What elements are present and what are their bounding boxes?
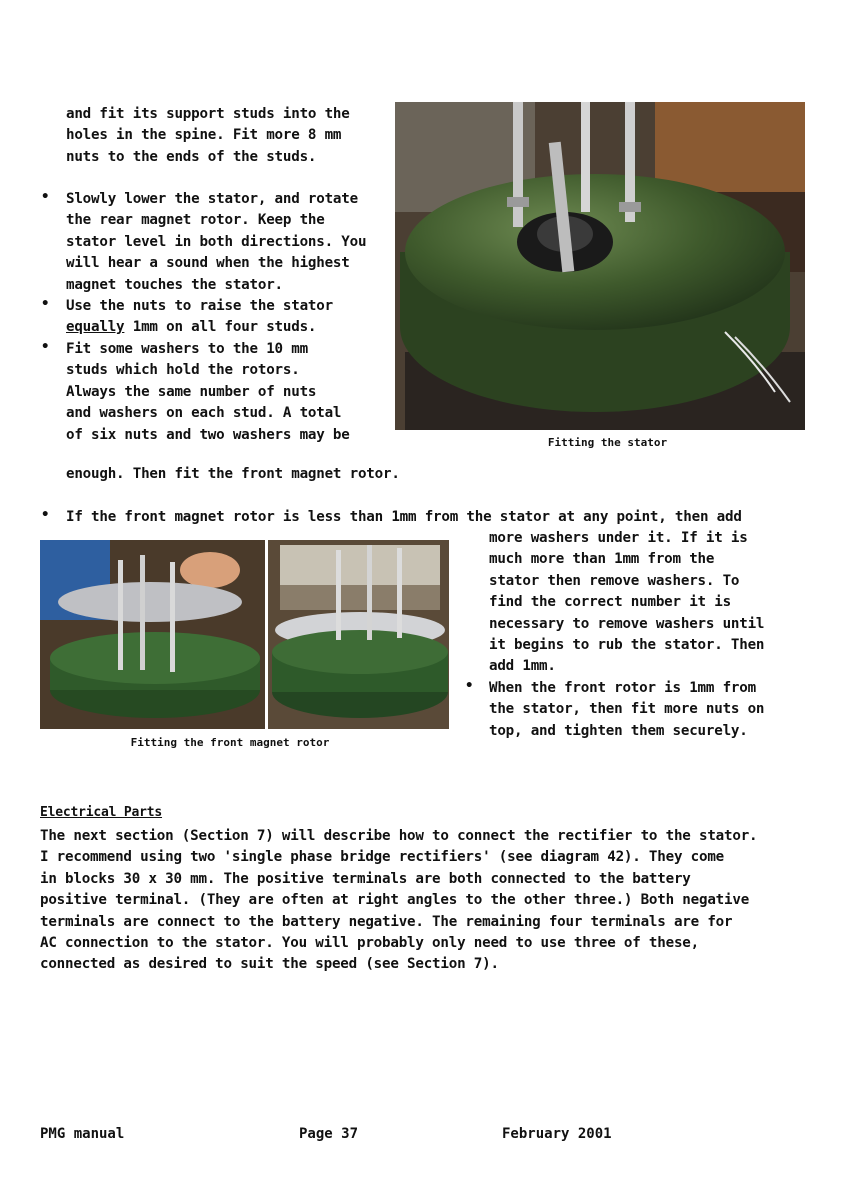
emphasis-equally: equally [66, 319, 125, 336]
bullet-marker: • [41, 507, 50, 523]
front-rotor-photo-image [40, 540, 449, 729]
bullet-fit-washers: Fit some washers to the 10 mm studs which hold the rotors. Always the same number of nuts and washers on each stud. A total of six nuts and two washers may be [66, 341, 350, 443]
footer-left: PMG manual [40, 1126, 125, 1142]
bullet-lower-stator: Slowly lower the stator, and rotate the rear magnet rotor. Keep the stator level in both directions. You will hear a sound when the highest magnet touches the stator. [66, 191, 367, 293]
electrical-parts-paragraph: The next section (Section 7) will describe how to connect the rectifier to the stator. I recommend using two 'single phase bridge rectifiers' (see diagram 42). They come in blocks 30 x 30 mm. The positive terminals are both connected to the battery positive terminal. (They are often at right angles to the other three.) Both negative terminals are connect to the battery negative. The remaining four terminals are for AC connection to the stator. You will probably only need to use three of these, connected as desired to suit the speed (see Section 7). [40, 828, 758, 973]
bullet-marker: • [465, 678, 474, 694]
footer-date: February 2001 [502, 1126, 612, 1142]
bullet-marker: • [41, 296, 50, 312]
photo-fitting-front-rotor [40, 540, 449, 729]
intro-paragraph: and fit its support studs into the holes in the spine. Fit more 8 mm nuts to the ends of the studs. [66, 106, 350, 165]
photo-fitting-stator [395, 102, 805, 430]
bullet-add-washers-first-line: If the front magnet rotor is less than 1mm from the stator at any point, then add [66, 509, 742, 525]
bullet-raise-stator: Use the nuts to raise the stator equally 1mm on all four studs. [66, 298, 333, 336]
caption-stator: Fitting the stator [547, 436, 668, 449]
bullet-marker: • [41, 339, 50, 355]
bullet-add-washers-rest: more washers under it. If it is much more than 1mm from the stator then remove washers. To find the correct number it is necessary to remove washers until it begins to rub the stator. Then add 1mm. [489, 530, 765, 675]
stator-photo-image [395, 102, 805, 430]
caption-front-rotor: Fitting the front magnet rotor [130, 736, 330, 749]
section-heading-electrical-parts: Electrical Parts [40, 805, 163, 820]
footer-page-number: Page 37 [299, 1126, 359, 1142]
bullet-marker: • [41, 189, 50, 205]
enough-line: enough. Then fit the front magnet rotor. [66, 466, 400, 482]
bullet-tighten-nuts: When the front rotor is 1mm from the stator, then fit more nuts on top, and tighten them securely. [489, 680, 765, 739]
